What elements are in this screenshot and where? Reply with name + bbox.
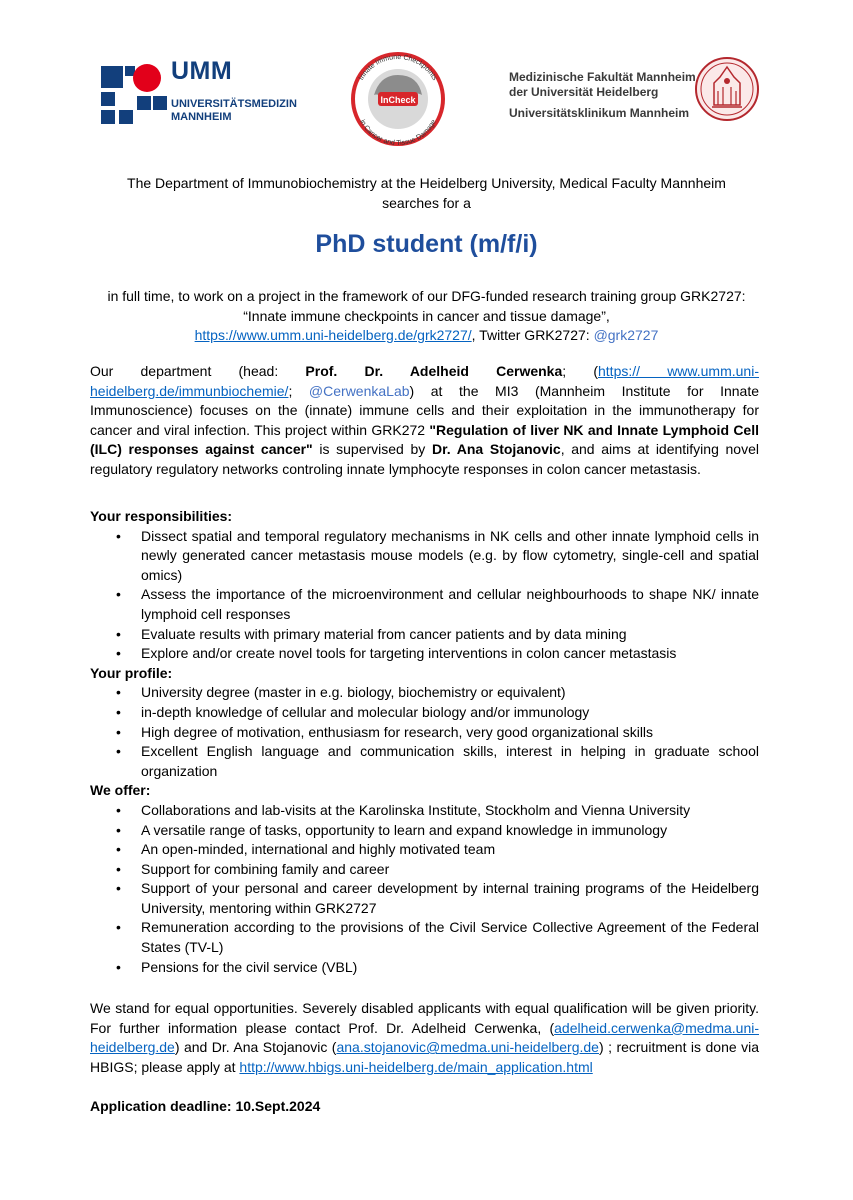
incheck-ring-top: Innate Immune Checkpoints [358,53,438,82]
list-item: • Excellent English language and communication skills, interest in helping in graduate school organization [141,742,759,781]
list-item: • Evaluate results with primary material from cancer patients and by data mining [141,625,759,645]
umm-logo-mark [101,60,169,128]
list-item: • Explore and/or create novel tools for targeting interventions in colon cancer metastasis [141,644,759,664]
grk-link[interactable]: https://www.umm.uni-heidelberg.de/grk2727/ [194,327,472,344]
framework-line3 [60,326,793,346]
intro-text [60,174,793,213]
intro-line2: searches for a [382,194,471,211]
dept-text-2: ; ( [562,363,598,379]
list-item: • A versatile range of tasks, opportunity to learn and expand knowledge in immunology [141,821,759,841]
closing-text-2: ) and Dr. Ana Stojanovic ( [174,1039,337,1056]
cerwenka-email-link[interactable]: adelheid.cerwenka@medma.uni-heidelberg.de [90,1019,759,1056]
list-item: • Remuneration according to the provisions of the Civil Service Collective Agreement of the Federal States (TV-L) [141,918,759,957]
heidelberg-seal [694,53,760,125]
seal-icon [694,53,760,125]
lists-section [90,507,759,977]
profile-heading: Your profile: [90,664,173,681]
grk-twitter-handle[interactable]: @grk2727 [593,327,659,344]
list-item: • High degree of motivation, enthusiasm for research, very good organizational skills [141,723,759,743]
umm-logo-line1: UNIVERSITÄTSMEDIZIN [171,98,297,110]
responsibilities-heading: Your responsibilities: [90,508,233,524]
dept-head-name: Prof. Dr. Adelheid Cerwenka [305,363,563,379]
closing-text-1: We stand for equal opportunities. Severely disabled applicants with equal qualification will be given priority. For further information please contact Prof. Dr. Adelheid Cerwenka, ( [90,1000,759,1036]
list-item: • Assess the importance of the microenvironment and cellular neighbourhoods to shape NK/ innate lymphoid cell responses [141,585,759,624]
framework-line2: “Innate immune checkpoints in cancer and tissue damage”, [243,307,610,324]
umm-logo-name: UMM [171,57,233,85]
page-title: PhD student (m/f/i) [315,230,538,258]
application-deadline: Application deadline: 10.Sept.2024 [90,1098,321,1114]
list-item: • University degree (master in e.g. biology, biochemistry or equivalent) [141,683,759,703]
closing-text-3: ) ; recruitment is done via HBIGS; please apply at [90,1039,760,1075]
stojanovic-email-link[interactable]: ana.stojanovic@medma.uni-heidelberg.de [336,1039,599,1056]
incheck-logo-mark [344,45,452,153]
dept-project-title: "Regulation of liver NK and Innate Lymphoid Cell (ILC) responses against cancer" [90,421,759,458]
incheck-logo [344,45,452,153]
faculty-line3: Universitätsklinikum Mannheim [509,106,690,120]
faculty-line2: der Universität Heidelberg [509,85,659,99]
dept-text-6: , and aims at identifying novel regulatory regulatory networks controling innate lymphocyte responses in colon cancer metastasis. [90,441,759,477]
department-paragraph [90,362,759,480]
profile-list [90,683,759,781]
list-item: • Dissect spatial and temporal regulatory mechanisms in NK cells and other innate lymphoid cells in newly generated cancer metastasis mouse models (e.g. by flow cytometry, single-cell and spatial omics) [141,527,759,586]
incheck-center-text: InCheck [380,95,416,105]
offer-heading: We offer: [90,782,151,799]
umm-logo [101,57,297,128]
dept-text-1: Our department (head: [90,363,306,379]
dept-text-4: ) at the MI3 (Mannheim Institute for Innate Immunoscience) focuses on the (innate) immune cells and their exploitation in the immunotherapy for cancer and viral infection. This project within GRK272 [90,382,759,438]
umm-logo-line2: MANNHEIM [171,111,232,123]
list-item: • Support for combining family and career [141,860,759,880]
umm-logo-subtitle [171,98,297,124]
dept-supervisor: Dr. Ana Stojanovic [431,441,561,458]
list-item: • Collaborations and lab-visits at the Karolinska Institute, Stockholm and Vienna University [141,801,759,821]
framework-text [60,287,793,346]
dept-text-5: is supervised by [312,441,432,458]
framework-line1: in full time, to work on a project in the framework of our DFG-funded research training group GRK2727: [107,288,746,304]
list-item: • in-depth knowledge of cellular and molecular biology and/or immunology [141,703,759,723]
incheck-ring-bottom: in Cancer and Tissue Damage [358,118,438,148]
dept-link[interactable]: https:// www.umm.uni-heidelberg.de/immunbiochemie/ [90,363,759,399]
intro-line1: The Department of Immunobiochemistry at the Heidelberg University, Medical Faculty Mannheim [127,175,726,191]
twitter-label: , Twitter GRK2727: [471,327,594,344]
offer-list [90,801,759,977]
list-item: • Pensions for the civil service (VBL) [141,958,759,978]
faculty-logo-text [509,70,709,121]
dept-twitter-handle[interactable]: @CerwenkaLab [308,382,410,399]
list-item: • Support of your personal and career development by internal training programs of the Heidelberg University, mentoring within GRK2727 [141,879,759,918]
dept-text-3: ; [288,382,309,399]
responsibilities-list [90,527,759,664]
faculty-line1: Medizinische Fakultät Mannheim [509,70,696,84]
closing-paragraph [90,999,759,1077]
list-item: • An open-minded, international and highly motivated team [141,840,759,860]
apply-link[interactable]: http://www.hbigs.uni-heidelberg.de/main_application.html [239,1058,593,1075]
